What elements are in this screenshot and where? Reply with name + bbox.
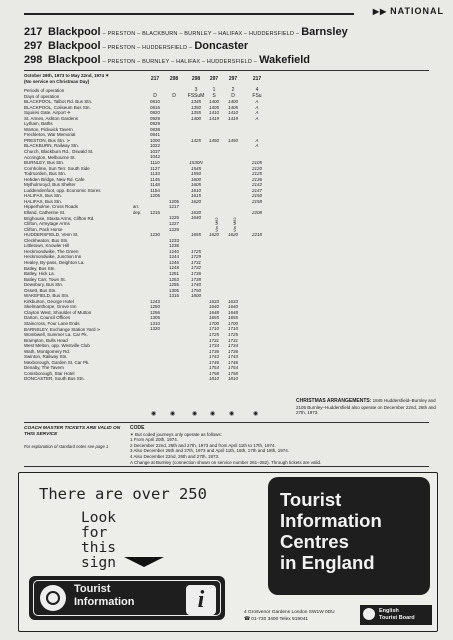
time-cell: 1148 xyxy=(150,182,160,188)
divider xyxy=(24,466,429,467)
info-i-icon: i xyxy=(186,585,216,615)
time-cell: 2142 xyxy=(251,182,262,188)
time-cell: 1736 xyxy=(227,348,238,354)
time-cell: 1400 xyxy=(227,99,238,104)
column-symbol-icon: ◉ xyxy=(210,411,216,417)
code-note: 4 Also December 22nd, 26th and 27th, 1973. xyxy=(130,453,220,459)
column-symbol-icon: ◉ xyxy=(192,411,198,417)
stop-name: Brighouse, Staxta Arms, Clifton Rd. xyxy=(24,215,95,221)
time-cell: 1640 xyxy=(190,215,201,221)
time-column xyxy=(146,99,164,382)
time-cell: 1648 xyxy=(227,309,238,315)
header-rule xyxy=(24,13,354,15)
route-start: Blackpool xyxy=(48,40,101,52)
time-cell: 1725 xyxy=(227,331,238,337)
sign-text: Tourist Information xyxy=(74,583,135,608)
time-cell: 1550 xyxy=(190,171,201,177)
column-days: D xyxy=(172,93,176,99)
time-cell: 1127 xyxy=(150,165,160,171)
stop-name: St. Annes, Ashton Gardens xyxy=(24,115,79,121)
time-column xyxy=(205,99,223,382)
time-cell: 1731 xyxy=(227,337,238,343)
route-start: Blackpool xyxy=(48,26,101,38)
english-tourist-board-logo: English Tourist Board xyxy=(360,605,432,625)
time-cell: 1315 xyxy=(168,293,179,299)
stop-name: Staincross, Four Lane Ends xyxy=(24,320,80,326)
time-cell: 1355 xyxy=(190,110,201,116)
time-cell: 2147 xyxy=(251,187,262,193)
time-cell: 1754 xyxy=(227,365,238,371)
time-cell: 1620 xyxy=(227,232,238,238)
column-days: S xyxy=(212,93,216,99)
time-cell: A xyxy=(255,137,259,143)
route-destination: Wakefield xyxy=(259,54,311,66)
time-cell: 1731 xyxy=(190,259,201,265)
divider xyxy=(24,70,429,71)
time-cell: 1133 xyxy=(150,171,160,177)
time-cell: 2218 xyxy=(251,232,262,238)
stop-name: HALIFAX, Bus Stn. xyxy=(24,193,63,199)
arr-label: arr. xyxy=(133,204,140,209)
stop-name: Batley Carr, Town St. xyxy=(24,276,66,282)
time-cell: 1255 xyxy=(168,282,179,288)
divider xyxy=(24,422,429,423)
time-cell: 1633 xyxy=(208,298,219,304)
stop-name: BLACKPOOL, Coliseum Bus Stn. xyxy=(24,104,91,110)
stop-name: Elland, Catherine St. xyxy=(24,210,66,216)
time-cell: 1227 xyxy=(168,221,179,227)
stop-name: DONCASTER, South Bus Stn. xyxy=(24,376,85,382)
column-days: FSSuM xyxy=(187,93,205,99)
time-cell: A xyxy=(255,110,259,116)
row-heading: Days of operation xyxy=(24,93,60,99)
time-cell: 1000 xyxy=(149,137,160,143)
time-cell: 1251 xyxy=(168,270,179,276)
service-column-header: 217 xyxy=(252,76,262,82)
page-header xyxy=(24,6,444,24)
stop-name: Church, Blackburn Rd., Oswald St. xyxy=(24,149,94,155)
time-cell: 1205 xyxy=(149,193,160,199)
stop-list xyxy=(24,88,101,382)
route-row xyxy=(24,26,434,40)
time-cell: 1400 xyxy=(190,115,201,121)
time-column xyxy=(165,99,183,382)
route-row xyxy=(24,40,434,54)
dep-label: dep. xyxy=(133,210,142,215)
stop-name: Heckmondwike, Junction Inn xyxy=(24,254,82,260)
code-note: A Change at Burnley (connection shown on service number 261–282). Through tickets are valid. xyxy=(130,459,322,465)
time-cell: 2136 xyxy=(251,176,262,182)
time-cell: 1425 xyxy=(190,137,201,143)
time-cell: 1655 xyxy=(227,315,238,321)
time-cell: 1310 xyxy=(149,320,160,326)
stop-name: PRESTON, Bus Stn. ⋗ xyxy=(24,137,71,143)
time-cell: 1217 xyxy=(168,204,179,210)
time-cell: 1655 xyxy=(190,232,201,238)
time-cell: A xyxy=(255,143,259,149)
column-days: D xyxy=(231,93,235,99)
time-cell: 1743 xyxy=(208,354,219,360)
pointer-triangle-icon xyxy=(124,557,164,567)
stop-name: Clayton West, Shoulder of Mutton xyxy=(24,309,92,315)
stop-name: Squires Gate, Airport ✈ xyxy=(24,110,71,116)
stop-name: Heckmondwike, The Green xyxy=(24,248,79,254)
time-cell: 1244 xyxy=(168,254,179,260)
christmas-arrangements: CHRISTMAS ARRANGEMENTS: 1845 Huddersfield–Burnley and 2105 Burnley–Huddersfield also operate on December 22nd, 26th and 27th, 1973. xyxy=(296,398,436,415)
column-symbol-icon: ◉ xyxy=(253,411,259,417)
stop-name: Warton, Pickwick Tavern xyxy=(24,126,73,132)
time-cell: 1225 xyxy=(168,215,179,221)
time-cell: 1410 xyxy=(208,110,219,116)
stop-name: Littletown, Knowler Hill xyxy=(24,243,70,249)
time-cell: 1154 xyxy=(150,187,160,193)
service-column-header: 217 xyxy=(150,76,160,82)
code-note: 1 From April 20th, 1974. xyxy=(130,437,179,443)
time-cell: 2105 xyxy=(251,160,262,166)
time-cell: 1450 xyxy=(208,137,219,143)
time-cell: 1410 xyxy=(227,110,238,116)
column-ref: 4 xyxy=(255,87,259,93)
time-cell: 1419 xyxy=(227,115,238,121)
time-cell: 1725 xyxy=(208,331,219,337)
via-note: Via M62 xyxy=(232,217,237,232)
time-cell: 1732 xyxy=(190,265,201,271)
route-via: – PRESTON – BLACKBURN – BURNLEY – HALIFAX – HUDDERSFIELD – xyxy=(102,31,300,37)
stop-name: Mytholmroyd, Bus Shelter xyxy=(24,182,76,188)
time-cell: 1605 xyxy=(190,182,201,188)
stop-name: Lytham, Baths xyxy=(24,121,53,127)
stop-name: BURNLEY, Bus Stn. xyxy=(24,160,65,166)
time-cell: 2125 xyxy=(251,171,262,177)
time-cell: 1710 xyxy=(227,326,238,332)
time-cell: 1754 xyxy=(208,365,219,371)
stop-name: Batley, Bus Stn. xyxy=(24,265,56,271)
time-cell: 1810 xyxy=(208,376,219,382)
stop-name: Brampton, Bulls Head xyxy=(24,337,68,343)
time-cell xyxy=(146,376,164,382)
time-cell: 1229 xyxy=(168,226,179,232)
time-cell: 1530N xyxy=(189,160,203,166)
time-cell: 0820 xyxy=(149,110,160,116)
stop-name: West Melton, opp. Westville Club xyxy=(24,343,90,349)
time-cell: 0810 xyxy=(149,99,160,104)
time-cell: 1648 xyxy=(208,309,219,315)
time-cell: 1736 xyxy=(190,270,201,276)
time-cell: 1620 xyxy=(190,198,201,204)
time-cell: 1233 xyxy=(168,237,179,243)
stop-name: Freckleton, War Memorial xyxy=(24,132,76,138)
time-cell: 1240 xyxy=(168,248,179,254)
time-cell: A xyxy=(255,99,259,104)
time-cell: 1037 xyxy=(149,148,160,154)
time-cell: 1700 xyxy=(208,320,219,326)
time-cell: 1620 xyxy=(208,232,219,238)
time-cell: 1246 xyxy=(168,259,179,265)
code-note: 3 Also December 26th and 27th, 1973 and April 11th, 16th, 17th and 18th, 1974. xyxy=(130,448,290,454)
time-cell: 2158 xyxy=(251,198,262,204)
stop-name: Dewsbury, Bus Stn. xyxy=(24,282,64,288)
time-cell: 1743 xyxy=(227,354,238,360)
service-column-header: 298 xyxy=(191,76,201,82)
time-cell: 1419 xyxy=(208,115,219,121)
advert-look-text: Look for this sign xyxy=(81,510,116,571)
time-cell: 0929 xyxy=(149,115,160,121)
time-cell: 1710 xyxy=(208,326,219,332)
time-cell xyxy=(165,376,183,382)
service-column-header: 297 xyxy=(228,76,238,82)
stop-name: Luddendenfoot, opp. Economic Stores xyxy=(24,187,101,193)
tourist-information-sign xyxy=(29,576,225,620)
time-cell: 1345 xyxy=(190,99,201,104)
column-symbol-icon: ◉ xyxy=(170,411,176,417)
route-via: – PRESTON – BURNLEY – HALIFAX – HUDDERSFIELD – xyxy=(102,59,258,65)
national-logo: ▶▶ NATIONAL xyxy=(372,6,444,16)
time-cell: 1250 xyxy=(149,304,160,310)
time-cell: 1545 xyxy=(190,165,201,171)
advert-headline: There are over 250 xyxy=(39,485,207,503)
route-row xyxy=(24,54,434,68)
time-cell: 2120 xyxy=(251,165,262,171)
time-cell: 0841 xyxy=(149,132,160,138)
time-cell: 1740 xyxy=(190,282,201,288)
etb-rose-icon xyxy=(363,608,375,620)
route-start: Blackpool xyxy=(48,54,101,66)
time-cell: 0815 xyxy=(149,104,160,110)
stop-name: Batley, Hick La. xyxy=(24,271,55,277)
stop-name: BLACKBURN, Railway Stn. xyxy=(24,143,80,149)
stop-name: Ossett, Bus Stn. xyxy=(24,287,57,293)
time-column xyxy=(187,99,205,382)
time-cell: 1736 xyxy=(208,348,219,354)
stop-name: Denaby, The Tavern xyxy=(24,365,65,371)
time-cell: 1238 xyxy=(168,243,179,249)
column-ref: 1 xyxy=(212,87,216,93)
service-column-header: 297 xyxy=(209,76,219,82)
time-cell: 2150 xyxy=(251,193,262,199)
coach-master-note: COACH MASTER TICKETS ARE VALID ON THIS SERVICE For explanation of standard notes see page 1 xyxy=(24,426,121,449)
column-symbol-icon: ◉ xyxy=(229,411,235,417)
route-number: 297 xyxy=(24,40,43,52)
time-cell: 1633 xyxy=(227,298,238,304)
time-cell: 1810 xyxy=(227,376,238,382)
time-cell: 1800 xyxy=(190,293,201,299)
stop-name: HALIFAX, Bus Stn. xyxy=(24,198,63,204)
code-note: ✶ But coded journeys only operate as follows: xyxy=(130,431,222,437)
column-ref: 2 xyxy=(231,87,235,93)
time-cell: 1230 xyxy=(149,232,160,238)
time-cell: 1640 xyxy=(227,304,238,310)
stop-name: Cornholme, Sun Terr. South Side xyxy=(24,165,90,171)
service-column-header: 298 xyxy=(169,76,179,82)
stop-name: Hebden Bridge, New Rd. Cafe xyxy=(24,176,85,182)
time-cell: 1400 xyxy=(208,99,219,104)
time-cell xyxy=(187,376,205,382)
time-cell: 1350 xyxy=(190,104,201,110)
time-cell: 1253 xyxy=(168,276,179,282)
time-cell: A xyxy=(255,115,259,121)
time-cell: 1145 xyxy=(150,176,160,182)
row-heading: Periods of operation xyxy=(24,88,65,93)
time-cell: 1450 xyxy=(227,137,238,143)
time-cell: A xyxy=(255,104,259,110)
time-cell: 1615 xyxy=(190,193,201,199)
column-ref: 3 xyxy=(194,87,198,93)
stop-name: Wath, Montgomery Rd. xyxy=(24,348,71,354)
stop-name: Clifton, Pack Horse xyxy=(24,226,63,232)
time-cell: 1640 xyxy=(208,304,219,310)
time-cell: 1405 xyxy=(208,104,219,110)
route-via: – PRESTON – HUDDERSFIELD – xyxy=(102,45,193,51)
time-cell: 1758 xyxy=(227,370,238,376)
time-cell: 1405 xyxy=(227,104,238,110)
stop-name: Accrington, Melbourne St. xyxy=(24,154,76,160)
centres-panel: Tourist Information Centres in England xyxy=(268,477,430,595)
time-cell: 1110 xyxy=(150,160,160,166)
time-cell: 1305 xyxy=(168,287,179,293)
column-symbol-icon: ◉ xyxy=(151,411,157,417)
time-cell: 1256 xyxy=(149,309,160,315)
stop-name: BLACKPOOL, Talbot Rd. Bus Stn. xyxy=(24,99,93,105)
time-column xyxy=(248,99,266,382)
time-cell: 1725 xyxy=(190,248,201,254)
stop-name: Darton, Council Offices xyxy=(24,315,71,321)
time-cell: 1320 xyxy=(149,326,160,332)
stop-name: Swinton, Railway Stn. xyxy=(24,354,68,360)
time-cell: 1746 xyxy=(227,359,238,365)
time-cell: 1700 xyxy=(227,320,238,326)
time-cell: 1610 xyxy=(190,187,201,193)
stop-name: Skelmanthorpe, Grove Inn xyxy=(24,304,77,310)
time-cell: 1305 xyxy=(149,315,160,321)
via-note: Via M62 xyxy=(214,217,219,232)
time-cell: 2208 xyxy=(251,209,262,215)
time-cell: 1731 xyxy=(208,337,219,343)
time-column xyxy=(224,99,242,382)
time-cell: 1215 xyxy=(149,209,160,215)
time-cell: 1243 xyxy=(149,298,160,304)
stop-name: Healey, By-pass, Deighton La. xyxy=(24,259,85,265)
code-notes: CODE ✶ But coded journeys only operate as follows: 1 From April 20th, 1974. 2 December 22nd, 26th and 27th, 1973 and from April 11th to 17th, 1974. 3 Also December 26th and 27th, 1973 and April 11th, 16th, 17th and 18th, 1974. 4 Also December 22nd, 26th and 27th, 1973. A Change at Burnley (connection shown on service number 261–282). Through tickets are valid. xyxy=(130,426,430,465)
code-note: 2 December 22nd, 26th and 27th, 1973 and from April 11th to 17th, 1974. xyxy=(130,442,276,448)
stop-rows xyxy=(24,99,101,382)
tourist-info-advert xyxy=(18,472,438,632)
route-destination: Barnsley xyxy=(301,26,348,38)
time-cell: 1746 xyxy=(208,359,219,365)
stop-name: Wombwell, Summer La. Car Pk. xyxy=(24,332,88,338)
time-cell: 1630 xyxy=(190,209,201,215)
time-cell: 1750 xyxy=(190,287,201,293)
time-cell: 1205 xyxy=(168,198,179,204)
route-number: 217 xyxy=(24,26,43,38)
time-cell: 1042 xyxy=(149,154,160,160)
rose-logo-icon xyxy=(40,585,66,611)
stop-name: WAKEFIELD, Bus Stn. xyxy=(24,293,70,299)
time-cell: 1655 xyxy=(208,315,219,321)
stop-name: HUDDERSFIELD, Venn St. xyxy=(24,232,79,238)
period-note: October 29th, 1973 to May 22nd, 1974 ✶ (No service on Christmas Day) xyxy=(24,73,110,84)
time-cell: 1758 xyxy=(208,370,219,376)
column-days: FSu xyxy=(252,93,262,99)
route-list xyxy=(24,26,434,68)
time-cell: 1729 xyxy=(190,254,201,260)
stop-name: Cleckheaton, Bus Stn. xyxy=(24,237,69,243)
national-arrows-icon: ▶▶ xyxy=(372,7,388,16)
stop-name: Clifton, Armytage Arms xyxy=(24,221,70,227)
time-cell: 0838 xyxy=(149,126,160,132)
column-days: D xyxy=(153,93,157,99)
stop-name: BARNSLEY, Exchange Station Yard ⋗ xyxy=(24,326,101,332)
stop-name: Kirkburton, George Hotel xyxy=(24,298,74,304)
time-cell: 1022 xyxy=(149,143,160,149)
time-cell: 1734 xyxy=(208,343,219,349)
route-destination: Doncaster xyxy=(194,40,249,52)
time-cell: 1248 xyxy=(168,265,179,271)
time-cell: 1738 xyxy=(190,276,201,282)
tourist-board-address: 4 Grosvenor Gardens London SW1W 0DU ☎ 01-730 3400 Telex 919041 xyxy=(244,610,335,622)
time-cell: 1734 xyxy=(227,343,238,349)
time-cell: 0929 xyxy=(149,121,160,127)
stop-name: Todmorden, Bus Stn. xyxy=(24,171,67,177)
time-cell xyxy=(248,376,266,382)
stop-name: Mexborough, Garden St. Car Pk. xyxy=(24,359,90,365)
time-cell: 1600 xyxy=(190,176,201,182)
route-number: 298 xyxy=(24,54,43,66)
stop-name: Conisborough, Star Hotel xyxy=(24,370,75,376)
stop-name: Hipperholme, Cross Roads xyxy=(24,204,79,210)
